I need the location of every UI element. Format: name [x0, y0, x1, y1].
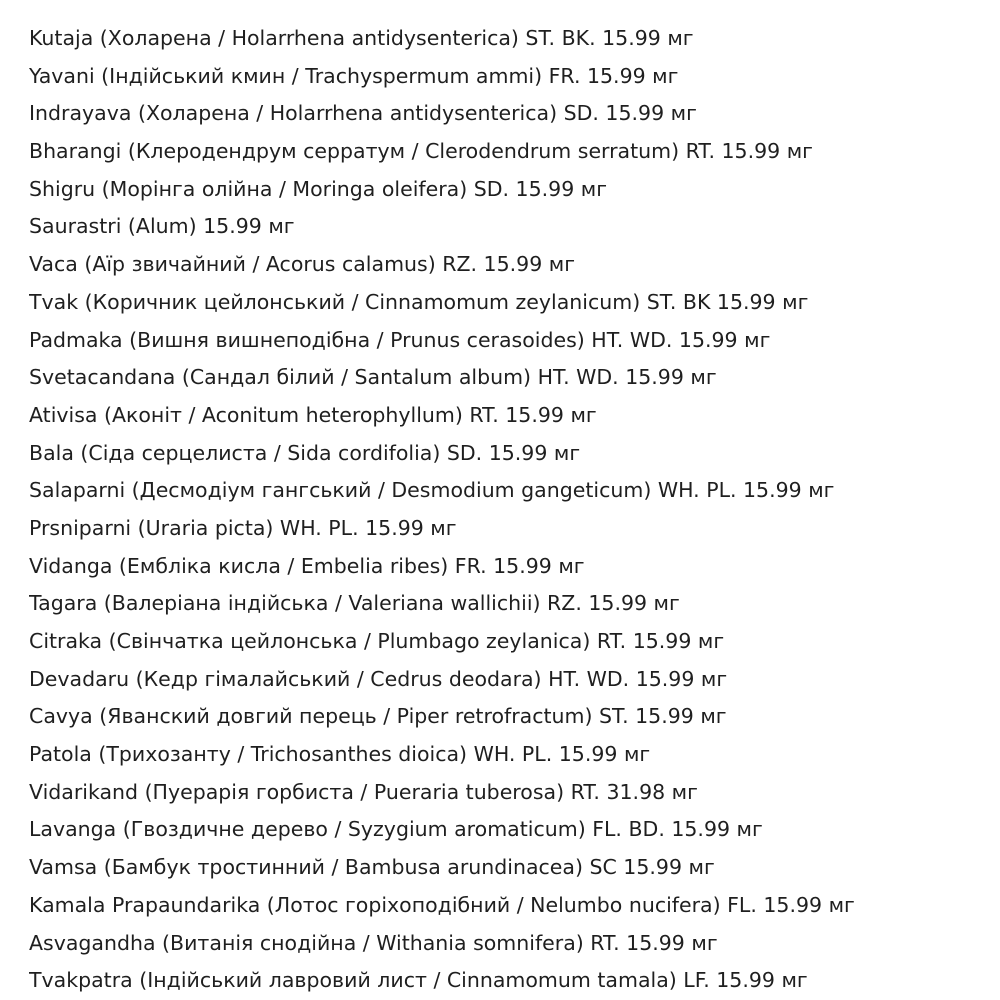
- ingredient-line-tvak: Tvak (Коричник цейлонський / Cinnamomum zeylanicum) ST. BK 15.99 мг: [29, 289, 809, 314]
- ingredient-line-kutaja: Kutaja (Холарена / Holarrhena antidysenterica) ST. BK. 15.99 мг: [29, 26, 694, 50]
- ingredient-line-tvakpatra: Tvakpatra (Індійський лавровий лист / Cinnamomum tamala) LF. 15.99 мг: [29, 968, 808, 993]
- ingredient-line-kamala-prapaundarika: Kamala Prapaundarika (Лотос горіхоподібний / Nelumbo nucifera) FL. 15.99 мг: [29, 892, 855, 917]
- ingredient-line-shigru: Shigru (Морінга олійна / Moringa oleifera) SD. 15.99 мг: [29, 176, 607, 201]
- ingredient-line-asvagandha: Asvagandha (Витанія снодійна / Withania somnifera) RT. 15.99 мг: [29, 930, 718, 955]
- ingredient-line-patola: Patola (Трихозанту / Trichosanthes dioica) WH. PL. 15.99 мг: [29, 742, 651, 767]
- ingredient-line-lavanga: Lavanga (Гвоздичне дерево / Syzygium aromaticum) FL. BD. 15.99 мг: [29, 817, 763, 842]
- ingredient-line-padmaka: Padmaka (Вишня вишнеподібна / Prunus cerasoides) HT. WD. 15.99 мг: [29, 327, 771, 352]
- ingredient-line-prsniparni: Prsniparni (Uraria picta) WH. PL. 15.99 мг: [29, 515, 457, 540]
- ingredient-line-citraka: Citraka (Свінчатка цейлонська / Plumbago zeylanica) RT. 15.99 мг: [29, 629, 725, 653]
- ingredient-line-vamsa: Vamsa (Бамбук тростинний / Bambusa arundinacea) SC 15.99 мг: [29, 855, 715, 880]
- ingredient-line-vidarikand: Vidarikand (Пуерарія горбиста / Pueraria tuberosa) RT. 31.98 мг: [29, 779, 698, 804]
- ingredient-line-saurastri: Saurastri (Alum) 15.99 мг: [29, 214, 295, 239]
- ingredient-line-devadaru: Devadaru (Кедр гімалайський / Cedrus deodara) HT. WD. 15.99 мг: [29, 666, 728, 691]
- ingredient-line-bala: Bala (Сіда серцелиста / Sida cordifolia) SD. 15.99 мг: [29, 440, 581, 465]
- ingredient-line-vidanga: Vidanga (Ембліка кисла / Embelia ribes) FR. 15.99 мг: [29, 553, 585, 578]
- ingredient-line-vaca: Vaca (Аїр звичайний / Acorus calamus) RZ. 15.99 мг: [29, 252, 575, 277]
- ingredient-line-svetacandana: Svetacandana (Сандал білий / Santalum album) HT. WD. 15.99 мг: [29, 365, 717, 390]
- ingredient-list: [29, 20, 994, 1000]
- ingredient-line-salaparni: Salaparni (Десмодіум гангський / Desmodium gangeticum) WH. PL. 15.99 мг: [29, 478, 835, 503]
- ingredient-line-bharangi: Bharangi (Клеродендрум серратум / Clerodendrum serratum) RT. 15.99 мг: [29, 139, 813, 164]
- ingredient-line-yavani: Yavani (Індійський кмин / Trachyspermum ammi) FR. 15.99 мг: [29, 63, 679, 88]
- ingredient-line-cavya: Cavya (Яванский довгий перець / Piper retrofractum) ST. 15.99 мг: [29, 704, 727, 729]
- ingredient-line-ativisa: Ativisa (Аконіт / Aconitum heterophyllum) RT. 15.99 мг: [29, 402, 597, 427]
- ingredient-line-tagara: Tagara (Валеріана індійська / Valeriana wallichii) RZ. 15.99 мг: [29, 591, 680, 616]
- ingredient-line-indrayava: Indrayava (Холарена / Holarrhena antidysenterica) SD. 15.99 мг: [29, 101, 697, 126]
